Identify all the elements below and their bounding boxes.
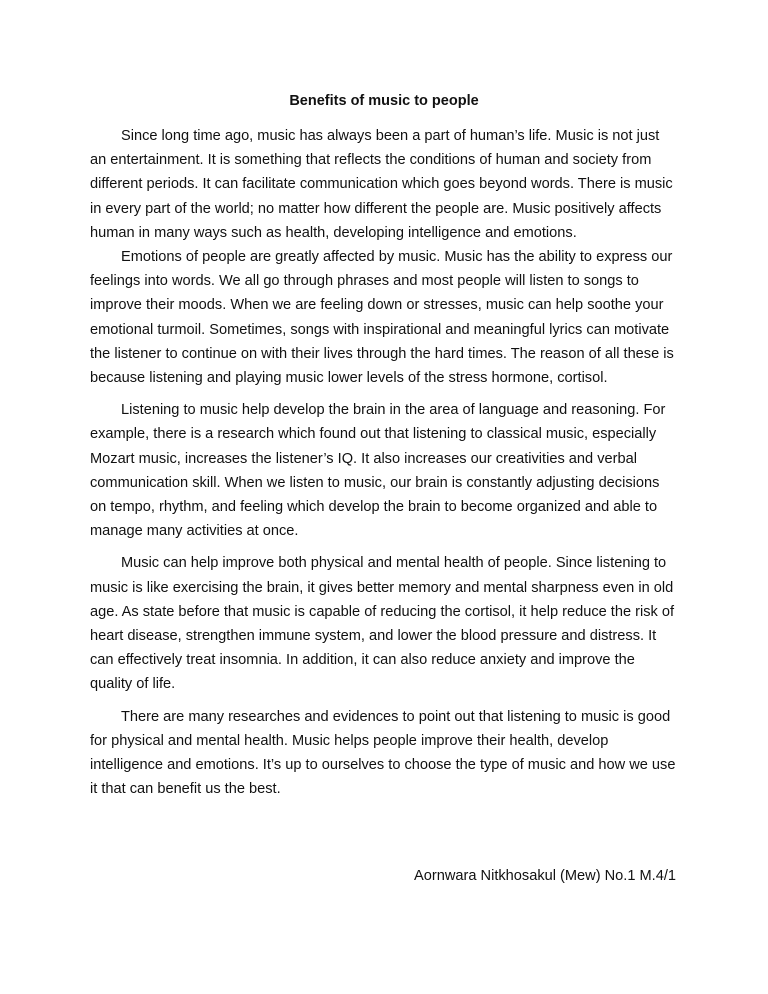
author-signature: Aornwara Nitkhosakul (Mew) No.1 M.4/1 bbox=[414, 868, 676, 884]
paragraph-brain: Listening to music help develop the brain in the area of language and reasoning. For example, there is a research which found out that listening to classical music, especially Mozart music, increases the listener’s IQ. It also increases our creativities and verbal communication skill. When we listen to music, our brain is constantly adjusting decisions on tempo, rhythm, and feeling which develop the brain to become organized and able to manage many activities at once. bbox=[90, 402, 666, 540]
paragraph-conclusion: There are many researches and evidences to point out that listening to music is good for physical and mental health. Music helps people improve their health, develop intelligence and emotions. It’s up to ourselves to choose the type of music and how we use it that can benefit us the best. bbox=[90, 708, 676, 798]
paragraph-origins: Since long time ago, music has always been a part of human’s life. Music is not just an entertainment. It is something that reflects the conditions of human and society from different periods. It can facilitate communication which goes beyond words. There is music in every part of the world; no matter how different the people are. Music positively affects human in many ways such as health, developing intelligence and emotions. bbox=[90, 128, 673, 241]
document-body bbox=[90, 124, 678, 801]
document-title: Benefits of music to people bbox=[289, 93, 479, 109]
paragraph-emotions: Emotions of people are greatly affected by music. Music has the ability to express our feelings into words. We all go through phrases and most people will listen to songs to improve their moods. When we are feeling down or stresses, music can help soothe your emotional turmoil. Sometimes, songs with inspirational and meaningful lyrics can motivate the listener to continue on with their lives through the hard times. The reason of all these is because listening and playing music lower levels of the stress hormone, cortisol. bbox=[90, 249, 674, 387]
paragraph-health: Music can help improve both physical and mental health of people. Since listening to music is like exercising the brain, it gives better memory and mental sharpness even in old age. As state before that music is capable of reducing the cortisol, it help reduce the risk of heart disease, strengthen immune system, and lower the blood pressure and distress. It can effectively treat insomnia. In addition, it can also reduce anxiety and improve the quality of life. bbox=[90, 555, 675, 693]
